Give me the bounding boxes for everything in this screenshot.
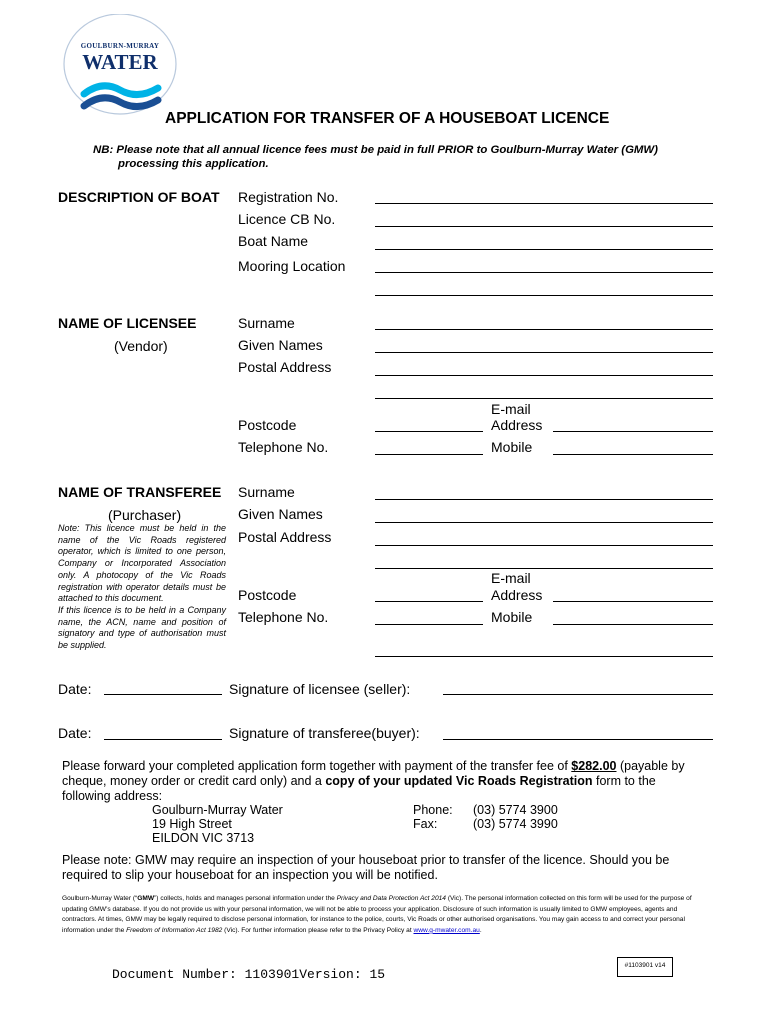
- nb-note-line2: processing this application.: [118, 158, 269, 170]
- transferee-surname-field[interactable]: [375, 499, 713, 500]
- licensee-mobile-field[interactable]: [553, 454, 713, 455]
- boat-name-field[interactable]: [375, 249, 713, 250]
- transferee-telephone-label: Telephone No.: [238, 609, 329, 625]
- forward-paragraph: [62, 759, 702, 804]
- logo-brand-main: WATER: [82, 50, 158, 74]
- transferee-mobile-field[interactable]: [553, 624, 713, 625]
- privacy-text-a: Goulburn-Murray Water (“: [62, 895, 138, 902]
- boat-name-label: Boat Name: [238, 233, 309, 249]
- transferee-postal-label: Postal Address: [238, 529, 332, 545]
- transferee-note: [58, 523, 226, 652]
- licensee-heading: NAME OF LICENSEE: [58, 315, 197, 331]
- privacy-text-e: (Vic). The personal information collected on this form will be used for the purpose of updating GMW’s database. If you do not provide us with your personal information, we will not be able to process your application. Disclosure of such information is usually limited to GMW employees, agents and contractors. At times, GMW may be legally required to disclose personal information, for instance to the police, courts, Vic Roads or other authorised organisations. You may gain access to and correct your personal information under the: [62, 895, 692, 934]
- transferee-postal-field-2[interactable]: [375, 568, 713, 569]
- nb-note-line1: NB: Please note that all annual licence fees must be paid in full PRIOR to Goulburn-Murray Water (GMW): [93, 144, 658, 156]
- fax-label: Fax:: [413, 817, 438, 831]
- privacy-act-name: Privacy and Data Protection Act 2014: [336, 895, 446, 902]
- licensee-telephone-label: Telephone No.: [238, 439, 329, 455]
- mooring-field[interactable]: [375, 272, 713, 273]
- licensee-postal-field-2[interactable]: [375, 398, 713, 399]
- transferee-surname-label: Surname: [238, 484, 295, 500]
- licensee-surname-field[interactable]: [375, 329, 713, 330]
- privacy-statement: [62, 894, 702, 936]
- registration-field[interactable]: [375, 203, 713, 204]
- mooring-field-2[interactable]: [375, 295, 713, 296]
- transferee-signature-field[interactable]: [443, 739, 713, 740]
- date-label-1: Date:: [58, 681, 92, 697]
- address-line-1: Goulburn-Murray Water: [152, 803, 283, 817]
- transferee-postal-field[interactable]: [375, 545, 713, 546]
- transferee-mobile-label: Mobile: [491, 609, 533, 625]
- licensee-email-label-2: Address: [491, 417, 543, 433]
- transferee-telephone-field[interactable]: [375, 624, 483, 625]
- transferee-email-field[interactable]: [553, 601, 713, 602]
- transferee-given-label: Given Names: [238, 506, 323, 522]
- page-title: APPLICATION FOR TRANSFER OF A HOUSEBOAT LICENCE: [165, 110, 610, 127]
- forward-text-1: Please forward your completed application form together with payment of the transfer fee of: [62, 759, 572, 773]
- phone-number: (03) 5774 3900: [473, 803, 558, 817]
- transferee-email-label-1: E-mail: [491, 570, 531, 586]
- inspection-note: Please note: GMW may require an inspection of your houseboat prior to transfer of the licence. Should you be required to slip your houseboat for an inspection you will be notified.: [62, 853, 670, 882]
- licensee-email-label-1: E-mail: [491, 401, 531, 417]
- licensee-postcode-label: Postcode: [238, 417, 297, 433]
- registration-label: Registration No.: [238, 189, 339, 205]
- date-field-2[interactable]: [104, 739, 222, 740]
- transferee-heading: NAME OF TRANSFEREE: [58, 484, 222, 500]
- foi-act-name: Freedom of Information Act 1982: [126, 926, 223, 934]
- transferee-note-text-2: If this licence is to be held in a Company name, the ACN, name and position of signatory and type of authorisation must be supplied.: [58, 604, 226, 651]
- licensee-signature-label: Signature of licensee (seller):: [229, 681, 411, 697]
- licensee-mobile-label: Mobile: [491, 439, 533, 455]
- transferee-email-label-2: Address: [491, 587, 543, 603]
- document-reference: #1103901 v14: [624, 962, 666, 969]
- licence-field[interactable]: [375, 226, 713, 227]
- address-line-2: 19 High Street: [152, 817, 232, 831]
- transferee-postcode-label: Postcode: [238, 587, 297, 603]
- date-label-2: Date:: [58, 725, 92, 741]
- privacy-policy-link[interactable]: www.g-mwater.com.au: [413, 926, 480, 934]
- transferee-extra-field[interactable]: [375, 656, 713, 657]
- phone-label: Phone:: [413, 803, 453, 817]
- licensee-surname-label: Surname: [238, 315, 295, 331]
- licensee-telephone-field[interactable]: [375, 454, 483, 455]
- transferee-given-field[interactable]: [375, 522, 713, 523]
- transferee-postcode-field[interactable]: [375, 601, 483, 602]
- licensee-email-field[interactable]: [553, 431, 713, 432]
- logo-brand-top: GOULBURN-MURRAY: [80, 42, 160, 50]
- mooring-label: Mooring Location: [238, 258, 346, 274]
- date-field-1[interactable]: [104, 694, 222, 695]
- privacy-text-h: .: [479, 926, 482, 934]
- licensee-given-field[interactable]: [375, 352, 713, 353]
- licensee-postal-label: Postal Address: [238, 359, 332, 375]
- privacy-text-c: ”) collects, holds and manages personal information under the: [154, 895, 337, 902]
- licensee-postcode-field[interactable]: [375, 431, 483, 432]
- licensee-signature-field[interactable]: [443, 694, 713, 695]
- forward-copy-requirement: copy of your updated Vic Roads Registration: [325, 774, 593, 788]
- forward-text-2: (payable by cheque, money order or credit card only) and a: [62, 759, 685, 788]
- forward-text-3: form to the following address:: [62, 774, 656, 803]
- licensee-sub: (Vendor): [114, 338, 168, 354]
- document-number: Document Number: 1103901Version: 15: [112, 967, 386, 982]
- privacy-text-b: GMW: [137, 895, 155, 902]
- transferee-sub: (Purchaser): [108, 507, 182, 523]
- licence-label: Licence CB No.: [238, 211, 336, 227]
- address-line-3: EILDON VIC 3713: [152, 831, 255, 845]
- boat-heading: DESCRIPTION OF BOAT: [58, 189, 220, 205]
- licensee-given-label: Given Names: [238, 337, 323, 353]
- transfer-fee: $282.00: [571, 759, 617, 773]
- licensee-postal-field[interactable]: [375, 375, 713, 376]
- logo: [60, 14, 180, 120]
- transferee-signature-label: Signature of transferee(buyer):: [229, 725, 420, 741]
- privacy-text-g: (Vic). For further information please refer to the Privacy Policy at: [222, 926, 414, 934]
- fax-number: (03) 5774 3990: [473, 817, 558, 831]
- transferee-note-text: Note: This licence must be held in the name of the Vic Roads registered operator, which is limited to one person, Company or Incorporated Association only. A photocopy of the Vic Roads registration with operator details must be attached to this document.: [58, 523, 226, 604]
